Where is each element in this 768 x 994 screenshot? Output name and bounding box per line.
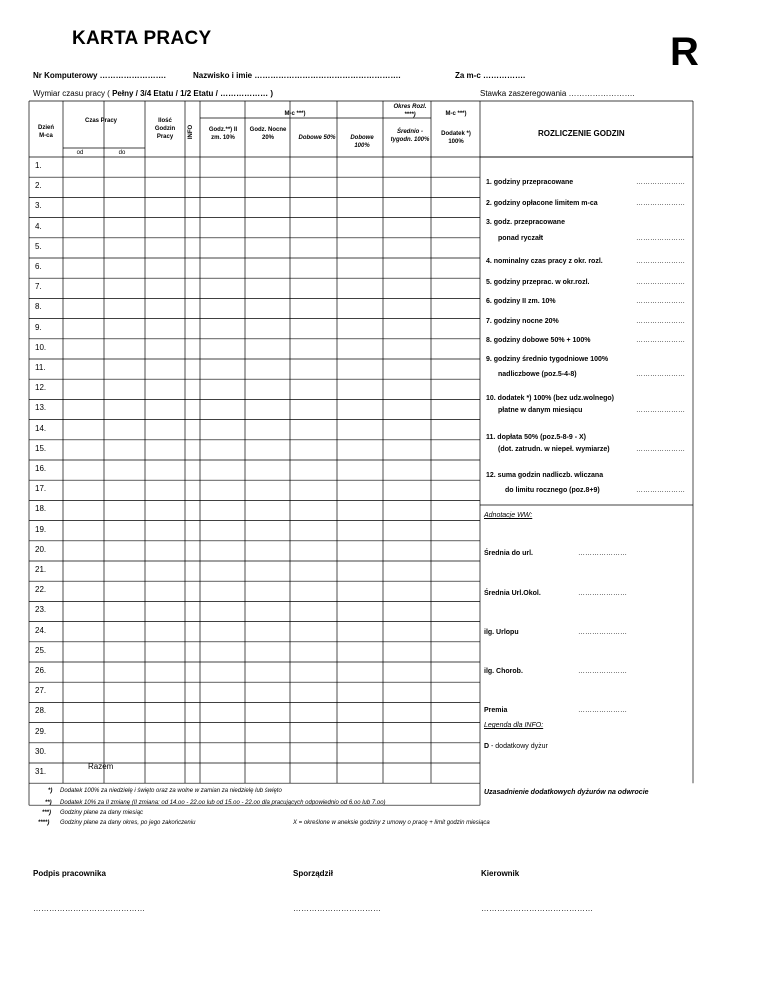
legenda-d-text: - dodatkowy dyżur [489, 743, 548, 750]
day-row-label: 11. [35, 363, 46, 372]
day-row-label: 24. [35, 625, 47, 635]
nr-komputerowy-field[interactable]: Nr Komputerowy ……………………. [33, 71, 166, 80]
rozliczenie-value-field[interactable]: ………………… [636, 371, 685, 378]
header-ilosc-godzin: Ilość Godzin Pracy [154, 118, 176, 140]
wymiar-label: Wymiar czasu pracy ( [33, 89, 113, 98]
header-mc2: M-c ***) [445, 111, 467, 117]
day-row-label: 27. [35, 686, 47, 696]
za-mc-field[interactable]: Za m-c ……………. [455, 71, 526, 80]
rozliczenie-item: (dot. zatrudn. w niepeł. wymiarze) [498, 446, 610, 453]
podpis-pracownika-line[interactable]: …………………………………… [33, 904, 145, 913]
day-row-label: 31. [35, 767, 47, 776]
header-do: do [118, 150, 126, 156]
form-letter: R [670, 30, 699, 74]
header-od: od [76, 150, 84, 156]
rozliczenie-item: nadliczbowe (poz.5-4-8) [498, 371, 577, 378]
rozliczenie-item: płatne w danym miesiącu [498, 407, 583, 414]
rozliczenie-value-field[interactable]: ………………… [636, 279, 685, 286]
rozliczenie-value-field[interactable]: ………………… [636, 179, 685, 186]
kierownik-label: Kierownik [481, 869, 520, 878]
podpis-pracownika-label: Podpis pracownika [33, 869, 106, 878]
legenda-d-letter: D [484, 743, 490, 750]
day-row-label: 17. [35, 484, 47, 494]
rozliczenie-item: 6. godziny II zm. 10% [486, 298, 556, 305]
day-row-label: 6. [35, 262, 42, 271]
rozliczenie-value-field[interactable]: ………………… [636, 318, 685, 325]
legenda-title: Legenda dla INFO: [484, 722, 544, 729]
x-note: X = określone w aneksie godziny z umowy o pracę + limit godzin miesiąca [293, 820, 490, 826]
day-row-label: 4. [35, 221, 42, 231]
adnotacja-value-field[interactable]: ………………… [578, 668, 627, 675]
day-row-label: 13. [35, 403, 47, 413]
header-info: INFO [188, 124, 194, 140]
rozliczenie-value-field[interactable]: ………………… [636, 446, 685, 453]
adnotacja-label: Średnia Url.Okol. [484, 590, 541, 597]
adnotacja-value-field[interactable]: ………………… [578, 629, 627, 636]
rozliczenie-value-field[interactable]: ………………… [636, 407, 685, 414]
rozliczenie-item: 5. godziny przeprac. w okr.rozl. [486, 279, 590, 286]
nazwisko-field[interactable]: Nazwisko i imie ………………………………………………. [193, 71, 401, 80]
header-dzien: Dzień M-ca [37, 125, 54, 139]
day-row-label: 21. [35, 565, 47, 574]
rozliczenie-item: ponad ryczałt [498, 235, 544, 242]
day-row-label: 23. [35, 605, 47, 615]
header-mc-group: M-c ***) [284, 111, 306, 117]
sporzadzil-label: Sporządził [293, 869, 334, 878]
footnote-3-mark: ***) [42, 810, 52, 816]
rozliczenie-value-field[interactable]: ………………… [636, 337, 685, 344]
day-row-label: 1. [35, 161, 42, 170]
rozliczenie-value-field[interactable]: ………………… [636, 487, 685, 494]
footnote-3: Godziny płane za dany miesiąc [60, 810, 144, 816]
header-czas-pracy: Czas Pracy [84, 118, 118, 124]
day-row-label: 9. [35, 322, 42, 332]
day-row-label: 8. [35, 302, 42, 312]
rozliczenie-item: do limitu rocznego (poz.8+9) [505, 487, 600, 494]
day-row-label: 12. [35, 383, 47, 393]
header-srednio: Średnio -tygodn. 100% [390, 129, 430, 143]
header-dobowe-50: Dobowe 50% [298, 135, 336, 141]
day-row-label: 2. [35, 181, 42, 191]
footnote-2-mark: **) [45, 800, 52, 806]
day-row-label: 5. [35, 241, 42, 251]
razem-label: Razem [88, 762, 114, 771]
wymiar-options: Pełny / 3/4 Etatu / 1/2 Etatu / ……………… ) [112, 89, 273, 98]
day-row-label: 15. [35, 443, 47, 453]
footnote-4-mark: ****) [38, 820, 50, 826]
footnote-1: Dodatek 100% za niedzielę i święto oraz za wolne w zamian za niedzielę lub święto [60, 788, 282, 794]
adnotacje-title: Adnotacje WW: [484, 512, 533, 519]
adnotacja-value-field[interactable]: ………………… [578, 550, 627, 557]
uzasadnienie: Uzasadnienie dodatkowych dyżurów na odwrocie [484, 789, 649, 796]
day-row-label: 14. [35, 423, 47, 433]
rozliczenie-item: 8. godziny dobowe 50% + 100% [486, 337, 591, 344]
day-row-label: 30. [35, 746, 47, 756]
rozliczenie-item: 12. suma godzin nadliczb. wliczana [486, 472, 604, 479]
legenda-d [484, 743, 548, 750]
rozliczenie-value-field[interactable]: ………………… [636, 200, 685, 207]
day-row-label: 29. [35, 726, 47, 736]
rozliczenie-item: 2. godziny opłacone limitem m-ca [486, 200, 598, 207]
rozliczenie-item: 10. dodatek *) 100% (bez udz.wolnego) [486, 395, 614, 402]
header-dobowe-100: Dobowe 100% [350, 135, 374, 149]
footnote-4: Godziny płane za dany okres, po jego zakończeniu [60, 820, 196, 826]
rozliczenie-item: 11. dopłata 50% (poz.5-8-9 - X) [486, 434, 586, 441]
header-okres-rozl: Okres Rozl. ****) [393, 104, 427, 118]
day-row-label: 18. [35, 504, 47, 514]
day-row-label: 16. [35, 464, 47, 473]
rozliczenie-value-field[interactable]: ………………… [636, 298, 685, 305]
day-row-label: 22. [35, 585, 47, 595]
rozliczenie-item: 1. godziny przepracowane [486, 179, 574, 186]
day-row-label: 28. [35, 706, 47, 716]
rozliczenie-item: 3. godz. przepracowane [486, 219, 565, 226]
day-row-label: 25. [35, 645, 47, 655]
day-row-label: 10. [35, 342, 47, 352]
rozliczenie-item: 7. godziny nocne 20% [486, 318, 559, 325]
header-rozliczenie: ROZLICZENIE GODZIN [538, 129, 625, 138]
header-godz-ii-zm: Godz.**) II zm. 10% [208, 127, 238, 141]
adnotacja-label: Premia [484, 707, 508, 714]
footnote-1-mark: *) [48, 788, 53, 794]
kierownik-line[interactable]: …………………………………… [481, 904, 593, 913]
day-row-label: 7. [35, 282, 42, 292]
adnotacja-label: ilg. Urlopu [484, 629, 519, 636]
page-title: KARTA PRACY [72, 28, 212, 49]
header-dodatek: Dodatek *) 100% [441, 131, 471, 145]
rozliczenie-item: 9. godziny średnio tygodniowe 100% [486, 356, 609, 363]
day-row-label: 3. [35, 201, 42, 211]
adnotacja-label: Średnia do url. [484, 550, 534, 557]
day-row-label: 19. [35, 524, 47, 534]
rozliczenie-value-field[interactable]: ………………… [636, 235, 685, 242]
day-row-label: 20. [35, 544, 47, 554]
stawka-field[interactable]: Stawka zaszeregowania ……………………. [480, 89, 635, 98]
day-row-label: 26. [35, 666, 47, 675]
footnote-2: Dodatek 10% za II zmianę (II zmiana: od 14.oo - 22.oo lub od 15.oo - 22.oo dla pracujących odpowiednio od 6.oo lub 7.oo) [60, 800, 386, 806]
rozliczenie-value-field[interactable]: ………………… [636, 258, 685, 265]
sporzadzil-line[interactable]: …………………………… [293, 904, 381, 913]
adnotacja-label: ilg. Chorob. [484, 668, 523, 675]
adnotacja-value-field[interactable]: ………………… [578, 707, 627, 714]
header-godz-nocne: Godz. Nocne 20% [249, 127, 287, 141]
rozliczenie-item: 4. nominalny czas pracy z okr. rozl. [486, 258, 603, 265]
adnotacja-value-field[interactable]: ………………… [578, 590, 627, 597]
